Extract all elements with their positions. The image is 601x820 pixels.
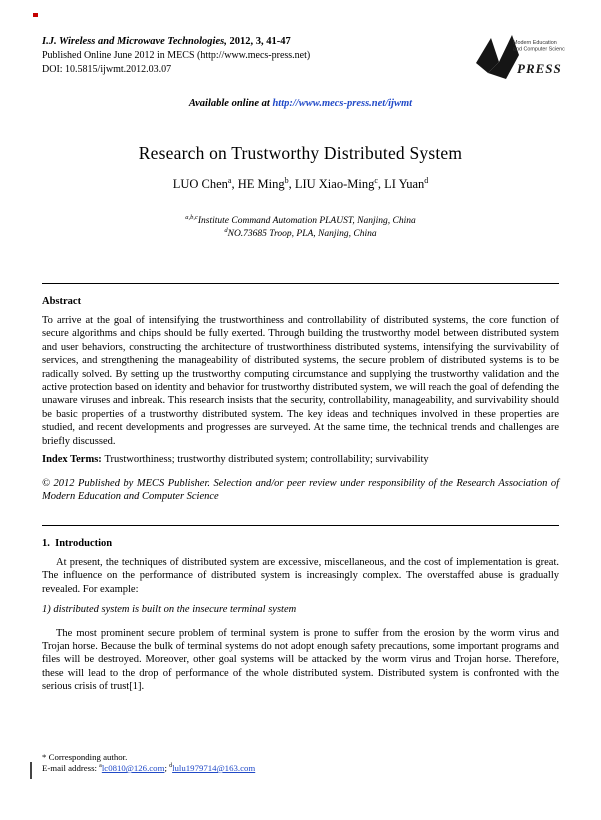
author-name: LUO Chen bbox=[172, 177, 228, 191]
corresponding-author-note: * Corresponding author. bbox=[42, 752, 128, 762]
email-affil-mark: a bbox=[99, 763, 102, 770]
author-affil-mark: c bbox=[374, 175, 378, 185]
index-terms-line bbox=[42, 453, 559, 466]
abstract-section bbox=[42, 296, 559, 504]
logo-press-text: PRESS bbox=[517, 61, 562, 76]
email-link-1[interactable]: lc0810@126.com bbox=[101, 763, 165, 773]
introduction-heading: 1. Introduction bbox=[42, 537, 113, 549]
affiliation-mark: d bbox=[224, 226, 228, 234]
journal-name: I.J. Wireless and Microwave Technologies, bbox=[42, 36, 227, 47]
introduction-section bbox=[42, 538, 559, 694]
logo-text-line2: and Computer Science bbox=[513, 46, 565, 53]
header-divider-rule bbox=[42, 283, 559, 284]
affiliation-line bbox=[42, 215, 559, 228]
logo-text-line1: Modern Education bbox=[513, 40, 557, 46]
affiliation-text: Institute Command Automation PLAUST, Nanjing, China bbox=[197, 216, 416, 226]
paper-title: Research on Trustworthy Distributed System bbox=[138, 143, 463, 163]
authors-line bbox=[42, 177, 559, 192]
red-artifact-mark bbox=[33, 13, 38, 17]
doi-line: DOI: 10.5815/ijwmt.2012.03.07 bbox=[42, 64, 172, 75]
email-line bbox=[42, 763, 255, 774]
section-divider-rule bbox=[42, 525, 559, 526]
footnote-block bbox=[42, 752, 255, 774]
email-affil-mark: d bbox=[169, 763, 173, 770]
author-separator: , bbox=[377, 177, 385, 191]
available-online-line bbox=[42, 98, 559, 109]
email-separator: ; bbox=[164, 763, 170, 773]
affiliation-line bbox=[42, 228, 559, 241]
email-label: E-mail address: bbox=[42, 763, 100, 773]
author-separator: , bbox=[288, 177, 295, 191]
author-affil-mark: b bbox=[284, 175, 289, 185]
journal-header bbox=[42, 36, 565, 76]
available-online-prefix: Available online at bbox=[188, 98, 273, 109]
mecs-press-logo bbox=[475, 33, 565, 87]
abstract-heading: Abstract bbox=[42, 296, 82, 307]
author-affil-mark: d bbox=[424, 175, 429, 185]
publisher-logo-icon bbox=[475, 33, 565, 87]
index-terms-text: Trustworthiness; trustworthy distributed system; controllability; survivability bbox=[104, 454, 429, 466]
published-online-line: Published Online June 2012 in MECS (http://www.mecs-press.net) bbox=[42, 50, 311, 61]
index-terms-label: Index Terms: bbox=[42, 454, 105, 466]
author-separator: , bbox=[231, 177, 238, 191]
affiliations bbox=[42, 215, 559, 240]
affiliation-text: NO.73685 Troop, PLA, Nanjing, China bbox=[227, 228, 377, 239]
author-name: HE Ming bbox=[237, 177, 285, 191]
copyright-note: © 2012 Published by MECS Publisher. Selection and/or peer review under responsibility of the Research Association of Modern Education and Computer Science bbox=[42, 477, 559, 503]
author-affil-mark: a bbox=[227, 175, 232, 185]
intro-paragraph-2: The most prominent secure problem of terminal system is prone to suffer from the erosion by the worm virus and Trojan horse. Because the bulk of terminal systems do not adopt enough safety precautions, some important programs and files will be destroyed. Moreover, other goal systems will be attacked by the worm virus and Trojan horse. Therefore, these will lead to the drop of performance of the whole distributed system. Distributed system is confronted with the serious crisis of trust[1]. bbox=[42, 627, 559, 693]
intro-subheading: 1) distributed system is built on the insecure terminal system bbox=[42, 604, 297, 615]
intro-paragraph-1: At present, the techniques of distributed system are excessive, miscellaneous, and the cost of implementation is great. The influence on the performance of distributed system is increasingly complex. The overstaffed abuse is gradually revealed. For example: bbox=[42, 556, 559, 595]
margin-change-bar bbox=[30, 762, 32, 779]
author-name: LIU Xiao-Ming bbox=[294, 177, 375, 191]
author-name: LI Yuan bbox=[384, 177, 425, 191]
journal-issue-info: 2012, 3, 41-47 bbox=[226, 36, 291, 47]
abstract-body: To arrive at the goal of intensifying the trustworthiness and controllability of distributed systems, the core function of secure algorithms and chips should be fully exerted. Through building the trustworthy model between distributed system and user behaviors, constructing the architecture of trustworthiness distributed systems, intensifying the survivability of services, and strengthening the manageability of distributed systems, the secure problem of distributed systems is to be radically solved. By setting up the trustworthy computing circumstance and supplying the trustworthy validation and the active protection based on identity and behavior for trustworthy distributed system, we will reach the goal of defending the unaware viruses and inbreak. This research insists that the security, controllability, manageability, and survivability should be basic properties of a trustworthy distributed system. The key ideas and techniques involved in these properties are studied, and recent developments and progresses are surveyed. At the same time, the technical trends and challenges are briefly discussed. bbox=[42, 315, 559, 447]
journal-url-link[interactable]: http://www.mecs-press.net/ijwmt bbox=[272, 98, 413, 109]
email-link-2[interactable]: lulu1979714@163.com bbox=[172, 763, 256, 773]
affiliation-mark: a,b,c bbox=[185, 213, 198, 221]
